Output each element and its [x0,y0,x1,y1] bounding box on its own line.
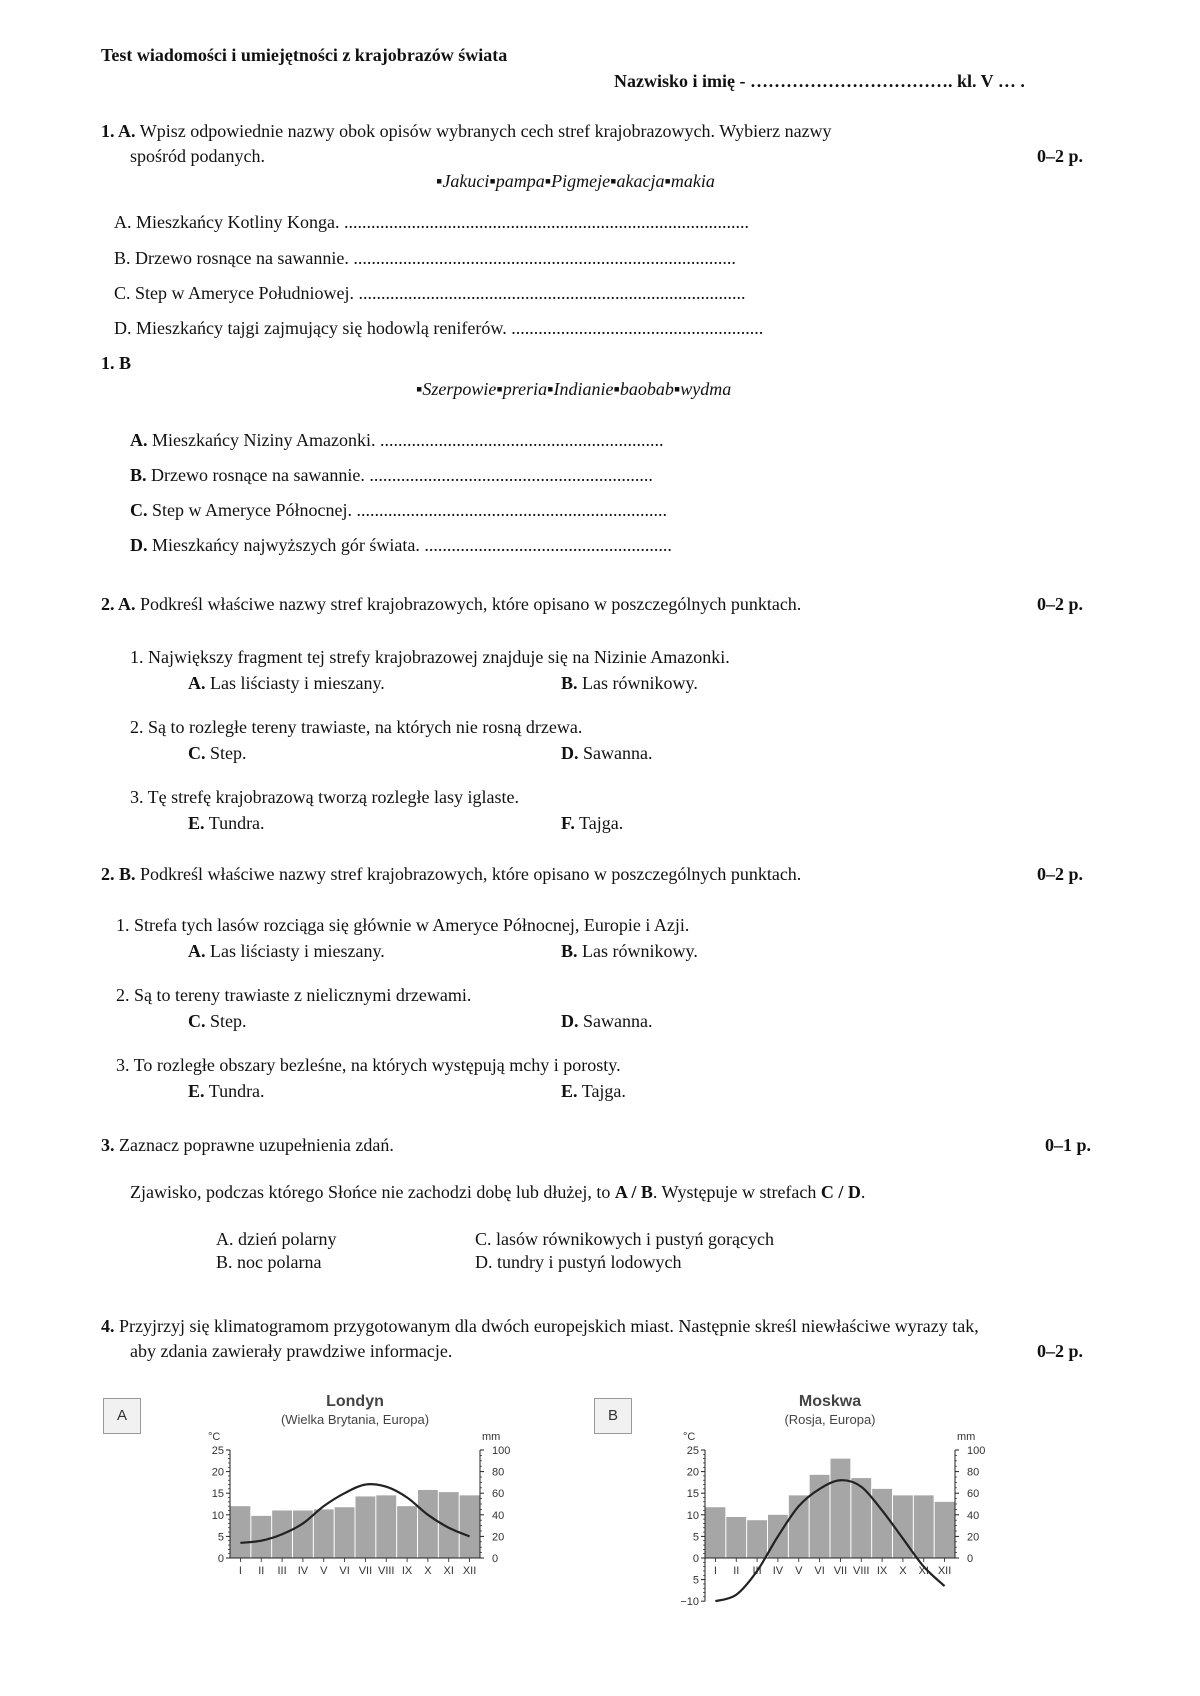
moscow-precip-tick-label: 80 [967,1466,980,1479]
london-month-label: IV [297,1565,309,1577]
london-temp-tick-label: 15 [211,1488,224,1501]
moscow-month-label: VIII [852,1565,870,1577]
london-precip-bar [397,1506,417,1558]
page-title: Test wiadomości i umiejętności z krajobrazów świata [101,45,508,65]
london-precip-bar [335,1507,355,1558]
q2a-item-2: 2. Są to rozległe tereny trawiaste, na których nie rosną drzewa. [130,717,583,737]
q2a-item-3-option-f-letter: F. [561,813,575,833]
london-month-label: VIII [377,1565,395,1577]
q2b-item-2-option-d[interactable] [561,1010,652,1032]
q2a-item-1-option-b[interactable] [561,672,698,694]
q2b-item-3-option-e-text: Tundra. [208,1081,265,1101]
moscow-precip-bar [935,1502,955,1558]
moscow-precip-bar [914,1495,934,1558]
q2b-item-2-option-d-text: Sawanna. [583,1011,653,1031]
q2b-item-3-option-f-letter: E. [561,1081,578,1101]
q1b-item-c-text: Step w Ameryce Północnej. ..................................................................... [152,500,667,520]
q1a-points: 0–2 p. [1037,146,1084,166]
q1b-number: 1. B [101,353,132,373]
q1a-text: Wpisz odpowiednie nazwy obok opisów wybranych cech stref krajobrazowych. Wybierz nazwy [139,121,832,141]
q2b-item-1: 1. Strefa tych lasów rozciąga się głównie w Ameryce Północnej, Europie i Azji. [116,915,690,935]
q2a-item-3-option-f-text: Tajga. [579,813,624,833]
q3-choice-cd[interactable]: C / D [820,1182,861,1202]
london-subtitle: (Wielka Brytania, Europa) [280,1412,430,1427]
q3-text: Zaznacz poprawne uzupełnienia zdań. [119,1135,394,1155]
q2a-item-2-option-c-text: Step. [210,743,247,763]
london-month-label: VII [358,1565,373,1577]
q3-points: 0–1 p. [1045,1135,1092,1155]
q3-sentence-part1: Zjawisko, podczas którego Słońce nie zachodzi dobę lub dłużej, to [130,1182,615,1202]
london-month-label: X [424,1565,432,1577]
moscow-month-label: X [899,1565,907,1577]
moscow-precip-tick-label: 0 [967,1553,974,1565]
q2b-item-3-option-f-text: Tajga. [581,1081,626,1101]
q2a-item-3-option-e-letter: E. [188,813,205,833]
moscow-precip-bar [747,1520,767,1558]
moscow-temp-tick-label: 25 [686,1445,699,1457]
q2a-item-3-option-e-text: Tundra. [208,813,265,833]
q1b-item-d [130,534,672,556]
q3-sentence [130,1181,865,1203]
moscow-precip-bar [872,1489,892,1558]
q1a-word-bank: ▪Jakuci▪pampa▪Pigmeje▪akacja▪makia [436,171,715,191]
q3-option-d[interactable]: D. tundry i pustyń lodowych [475,1252,682,1272]
moscow-temp-tick-label: −10 [680,1596,699,1609]
q2a-item-2-option-d[interactable] [561,742,652,764]
q2b-item-1-option-b-text: Las równikowy. [582,941,698,961]
moscow-month-label: V [795,1565,803,1577]
q2b-item-1-option-b[interactable] [561,940,698,962]
london-temp-tick-label: 0 [217,1553,224,1565]
q1a-instruction [101,120,832,142]
moscow-month-label: IX [876,1565,888,1577]
london-precip-tick-label: 60 [492,1488,505,1501]
london-temp-tick-label: 5 [217,1531,224,1544]
q2b-item-1-option-b-letter: B. [561,941,578,961]
moscow-precip-bar [726,1517,746,1558]
q3-option-a[interactable]: A. dzień polarny [216,1229,337,1249]
q2a-text: Podkreśl właściwe nazwy stref krajobrazowych, które opisano w poszczególnych punktach. [140,594,802,614]
q2a-item-1-option-b-text: Las równikowy. [582,673,698,693]
london-precip-tick-label: 80 [492,1466,505,1479]
q2a-item-1-option-a-letter: A. [188,673,206,693]
q2b-item-2-option-c-text: Step. [210,1011,247,1031]
london-title: Londyn [326,1393,384,1410]
q2a-item-2-option-c[interactable] [188,742,247,764]
london-month-label: III [277,1565,287,1577]
q1a-item-a: A. Mieszkańcy Kotliny Konga. .......................................................................................... [114,212,749,232]
q4-text: Przyjrzyj się klimatogramom przygotowanym dla dwóch europejskich miast. Następnie skreśl niewłaściwe wyrazy tak, [119,1316,979,1336]
moscow-precip-bar [810,1475,830,1558]
q1b-item-b [130,464,653,486]
london-precip-bar [460,1495,480,1558]
q1b-item-d-text: Mieszkańcy najwyższych gór świata. ....................................................... [152,535,672,555]
q2b-item-2-option-c-letter: C. [188,1011,206,1031]
q3-option-c[interactable]: C. lasów równikowych i pustyń gorących [475,1229,774,1249]
moscow-month-label: XII [937,1565,952,1577]
q2a-item-2-option-d-text: Sawanna. [583,743,653,763]
q2b-instruction [101,863,801,885]
q1b-item-a-letter: A. [130,430,148,450]
moscow-month-label: III [752,1565,762,1577]
climatogram-london [190,1388,530,1618]
moscow-precip-bar [706,1507,726,1558]
chart-a-label-box: A [103,1398,141,1434]
london-month-label: XI [443,1565,454,1577]
q2a-item-1-option-b-letter: B. [561,673,578,693]
q1b-item-d-letter: D. [130,535,148,555]
moscow-month-label: IV [772,1565,784,1577]
london-precip-bar [231,1506,251,1558]
q2b-item-3-option-f[interactable] [561,1080,626,1102]
q2b-item-2-option-d-letter: D. [561,1011,579,1031]
q1a-item-c: C. Step w Ameryce Południowej. ...................................................................................... [114,283,746,303]
q2b-item-3: 3. To rozległe obszary bezleśne, na których występują mchy i porosty. [116,1055,621,1075]
q1b-item-c-letter: C. [130,500,148,520]
london-precip-tick-label: 0 [492,1553,499,1565]
moscow-precip-tick-label: 40 [967,1509,980,1522]
q2b-number: 2. B. [101,864,136,884]
london-precip-bar [251,1516,271,1558]
london-temp-unit: °C [208,1431,221,1443]
london-month-label: VI [339,1565,350,1577]
moscow-title: Moskwa [798,1393,862,1410]
q2b-item-2-option-c[interactable] [188,1010,247,1032]
q4-number: 4. [101,1316,115,1336]
moscow-subtitle: (Rosja, Europa) [784,1412,876,1427]
moscow-temp-tick-label: 5 [692,1531,699,1544]
q2a-item-3: 3. Tę strefę krajobrazową tworzą rozległe lasy iglaste. [130,787,519,807]
q2a-item-3-option-f[interactable] [561,812,623,834]
q3-sentence-end: . [860,1182,866,1202]
moscow-temp-tick-label: 10 [686,1509,699,1522]
london-temp-tick-label: 20 [211,1466,224,1479]
moscow-temp-unit: °C [683,1431,696,1443]
q2a-item-1: 1. Największy fragment tej strefy krajobrazowej znajduje się na Nizinie Amazonki. [130,647,730,667]
london-temp-tick-label: 25 [211,1445,224,1457]
q2a-item-1-option-a-text: Las liściasty i mieszany. [210,673,385,693]
q3-number: 3. [101,1135,115,1155]
q2b-item-3-option-e-letter: E. [188,1081,205,1101]
london-precip-bar [376,1495,396,1558]
q3-option-b[interactable]: B. noc polarna [216,1252,322,1272]
london-month-label: I [238,1565,242,1577]
moscow-precip-tick-label: 60 [967,1488,980,1501]
london-month-label: V [320,1565,328,1577]
q2a-item-2-option-d-letter: D. [561,743,579,763]
london-precip-tick-label: 100 [492,1445,511,1457]
q2a-item-2-option-c-letter: C. [188,743,206,763]
q2a-item-3-option-e[interactable] [188,812,265,834]
q1b-item-a [130,429,663,451]
q4-text-cont: aby zdania zawierały prawdziwe informacje. [130,1341,453,1361]
name-line: Nazwisko i imię - ……………………………. kl. V … . [614,71,1025,91]
london-temp-tick-label: 10 [211,1509,224,1522]
moscow-month-label: VII [833,1565,848,1577]
london-month-label: IX [401,1565,413,1577]
moscow-precip-tick-label: 100 [967,1445,986,1457]
moscow-temp-tick-label: 0 [692,1553,699,1565]
q1b-word-bank: ▪Szerpowie▪preria▪Indianie▪baobab▪wydma [416,379,732,399]
q3-sentence-part2: . Występuje w strefach [652,1182,821,1202]
q3-instruction [101,1134,394,1156]
q1b-item-c [130,499,667,521]
q2b-item-1-option-a[interactable] [188,940,385,962]
london-precip-tick-label: 20 [492,1531,505,1544]
q1a-text-cont: spośród podanych. [130,146,265,166]
q2b-points: 0–2 p. [1037,864,1084,884]
climatogram-moscow [665,1388,1005,1648]
q2b-item-1-option-a-letter: A. [188,941,206,961]
q2b-item-2: 2. Są to tereny trawiaste z nielicznymi drzewami. [116,985,472,1005]
london-month-label: II [258,1565,265,1577]
q1b-item-b-letter: B. [130,465,147,485]
moscow-precip-tick-label: 20 [967,1531,980,1544]
moscow-month-label: II [733,1565,740,1577]
q3-choice-ab[interactable]: A / B [614,1182,653,1202]
moscow-precip-bar [831,1459,851,1558]
q2a-instruction [101,593,801,615]
moscow-month-label: XI [918,1565,929,1577]
q4-instruction [101,1315,979,1337]
q2a-item-1-option-a[interactable] [188,672,385,694]
q1b-item-a-text: Mieszkańcy Niziny Amazonki. ............................................................... [152,430,664,450]
moscow-temp-tick-label: 20 [686,1466,699,1479]
london-precip-bar [314,1509,334,1558]
moscow-precip-unit: mm [957,1431,976,1443]
london-precip-bar [418,1490,438,1558]
moscow-month-label: I [713,1565,717,1577]
q2b-text: Podkreśl właściwe nazwy stref krajobrazowych, które opisano w poszczególnych punktach. [140,864,802,884]
q2b-item-1-option-a-text: Las liściasty i mieszany. [210,941,385,961]
moscow-temp-tick-label: 5 [692,1574,699,1587]
moscow-month-label: VI [814,1565,825,1577]
london-month-label: XII [462,1565,477,1577]
q1b-item-b-text: Drzewo rosnące na sawannie. ............................................................... [151,465,653,485]
moscow-temp-tick-label: 15 [686,1488,699,1501]
q1a-number: 1. A. [101,121,136,141]
london-precip-tick-label: 40 [492,1509,505,1522]
chart-b-label-box: B [594,1398,632,1434]
moscow-precip-bar [851,1478,871,1558]
london-precip-unit: mm [482,1431,501,1443]
london-precip-bar [356,1496,376,1558]
q4-points: 0–2 p. [1037,1341,1084,1361]
q1a-item-b: B. Drzewo rosnące na sawannie. ..................................................................................... [114,248,736,268]
q1a-item-d: D. Mieszkańcy tajgi zajmujący się hodowlą reniferów. ........................................................ [114,318,764,338]
q2a-points: 0–2 p. [1037,594,1084,614]
q2b-item-3-option-e[interactable] [188,1080,265,1102]
q2a-number: 2. A. [101,594,136,614]
